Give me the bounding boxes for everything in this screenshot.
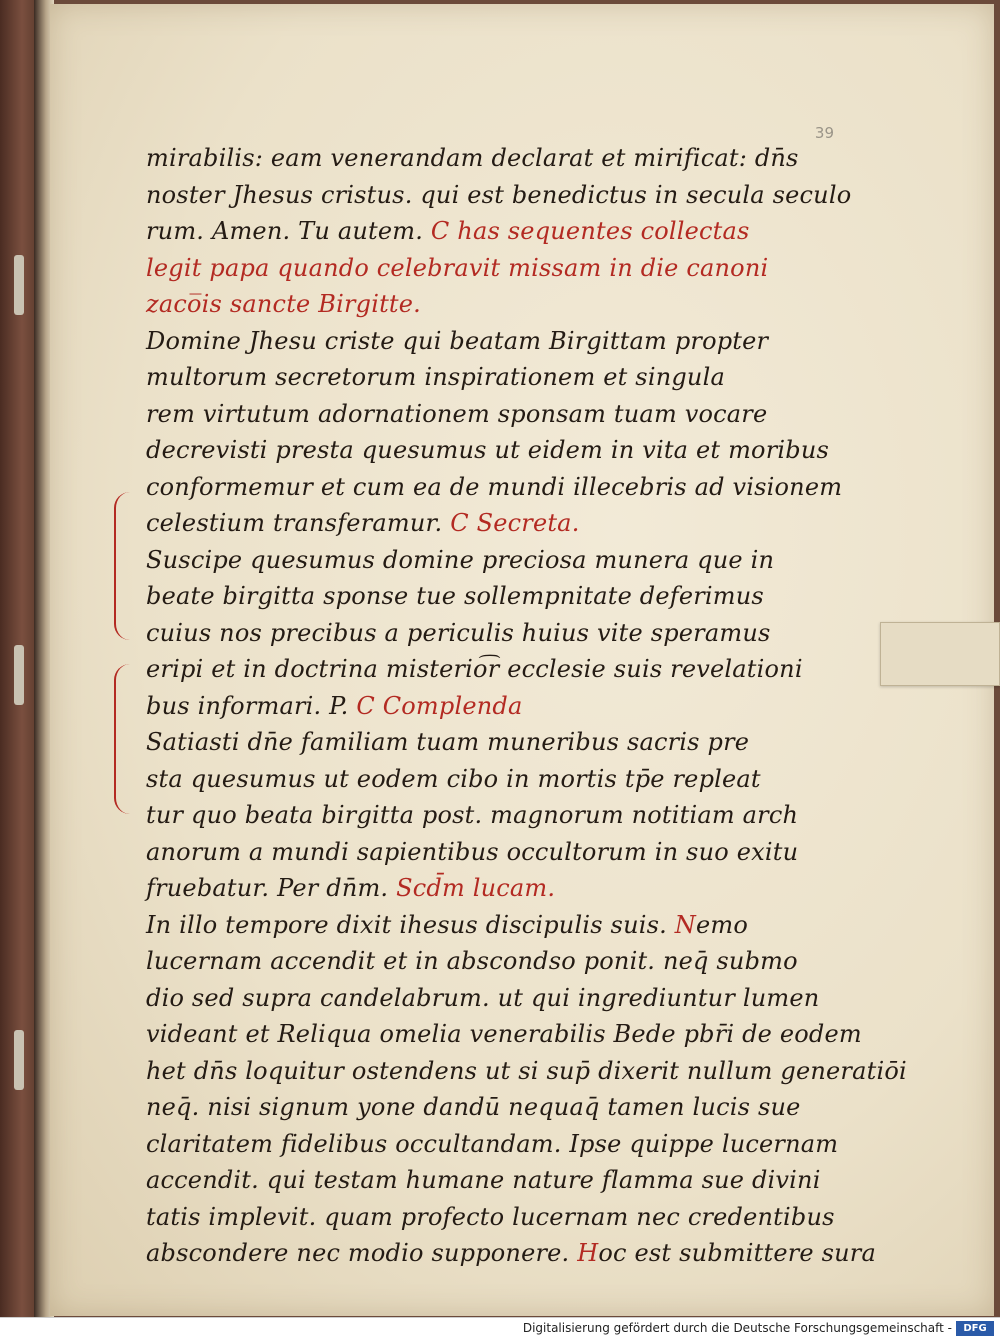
text-line [146,432,829,469]
rubric-text: C Complenda [356,691,523,720]
line-text: bus informari. P. [146,691,357,720]
line-text: videant et Reliqua omelia venerabilis Bede pbr̄i de eodem [146,1020,862,1048]
text-line [146,286,826,323]
text-line [146,1053,907,1090]
binding-stitch [14,645,24,705]
line-text: Satiasti dn̄e familiam tuam muneribus sacris pre [146,728,750,756]
line-text: neq̄. nisi signum yone dandū nequaq̄ tamen lucis sue [146,1093,801,1121]
initial-flourish [114,664,130,814]
text-line [146,1016,862,1053]
text-line [146,505,826,542]
rubric-text: Scd̄m lucam. [396,874,556,902]
text-line [146,761,826,798]
folio-number: 39 [814,124,834,142]
initial-flourish [114,492,130,640]
line-text: mirabilis: eam venerandam declarat et mirificat: dn̄s [146,144,799,172]
line-text: abscondere nec modio supponere. [146,1239,578,1267]
line-text: dio sed supra candelabrum. ut qui ingrediuntur lumen [146,983,820,1012]
line-text: oc est submittere sura [598,1239,876,1267]
text-line [146,1162,826,1199]
dfg-logo: DFG [956,1321,994,1336]
manuscript-page [50,4,994,1316]
line-text: claritatem fidelibus occultandam. Ipse quippe lucernam [146,1129,839,1158]
text-line [146,396,826,433]
line-text: emo [696,910,749,939]
text-line [146,359,826,396]
line-text: eripi et in doctrina misterio͡r ecclesie suis revelationi [146,655,803,683]
text-line [146,688,826,725]
binding-stitch [14,1030,24,1090]
text-line [146,797,826,834]
line-text: In illo tempore dixit ihesus discipulis suis. [146,910,675,939]
binding-stitch [14,255,24,315]
text-line [146,542,826,579]
rubric-text: C Secreta. [450,509,580,537]
text-line [146,1235,876,1272]
line-text: sta quesumus ut eodem cibo in mortis tp̄e repleat [146,764,761,793]
line-text: noster Jhesus cristus. qui est benedictus in secula seculo [146,180,852,209]
line-text: beate birgitta sponse tue sollempnitate deferimus [146,582,764,610]
line-text: decrevisti presta quesumus ut eidem in vita et moribus [146,436,829,464]
line-text: tatis implevit. quam profecto lucernam nec credentibus [146,1202,835,1231]
text-line [146,870,826,907]
footer-bar [0,1317,1000,1340]
text-line [146,724,826,761]
text-line [146,834,826,871]
line-text: accendit. qui testam humane nature flamma sue divini [146,1166,821,1194]
line-text: celestium transferamur. [146,509,451,537]
line-text: rum. Amen. Tu autem. [146,217,431,245]
text-line [146,140,826,177]
line-text: Domine Jhesu criste qui beatam Birgittam propter [146,326,769,355]
text-line [146,177,852,214]
text-line [146,1089,826,1126]
text-line [146,907,826,944]
text-line [146,1126,839,1163]
text-line [146,250,826,287]
text-line [146,323,826,360]
line-text: multorum secretorum inspirationem et singula [146,363,725,391]
text-line [146,980,826,1017]
text-line [146,943,826,980]
text-line [146,213,826,250]
funding-credit: Digitalisierung gefördert durch die Deutsche Forschungsgemeinschaft - [522,1321,952,1335]
rubric-text: C has sequentes collectas [430,217,750,245]
line-text: rem virtutum adornationem sponsam tuam vocare [146,399,768,428]
text-line [146,1199,835,1236]
line-text: anorum a mundi sapientibus occultorum in suo exitu [146,837,799,866]
line-text: lucernam accendit et in abscondso ponit. neq̄ submo [146,947,798,975]
rubric-text: N [674,910,696,939]
line-text: tur quo beata birgitta post. magnorum notitiam arch [146,801,799,829]
text-line [146,469,843,506]
line-text: conformemur et cum ea de mundi illecebris ad visionem [146,472,843,501]
line-text: fruebatur. Per dn̄m. [146,874,397,902]
text-line [146,578,826,615]
line-text: Suscipe quesumus domine preciosa munera que in [146,545,775,574]
page-tab-marker [880,622,1000,686]
line-text: het dn̄s loquitur ostendens ut si sup̄ dixerit nullum generatiōi [146,1056,907,1085]
text-line [146,615,826,652]
manuscript-text [146,140,907,1272]
rubric-text: H [577,1239,599,1267]
line-text: cuius nos precibus a periculis huius vite speramus [146,618,771,647]
text-line [146,651,826,688]
rubric-text: legit papa quando celebravit missam in die canoni [146,253,769,282]
rubric-text: zaco̅is sancte Birgitte. [146,290,422,318]
